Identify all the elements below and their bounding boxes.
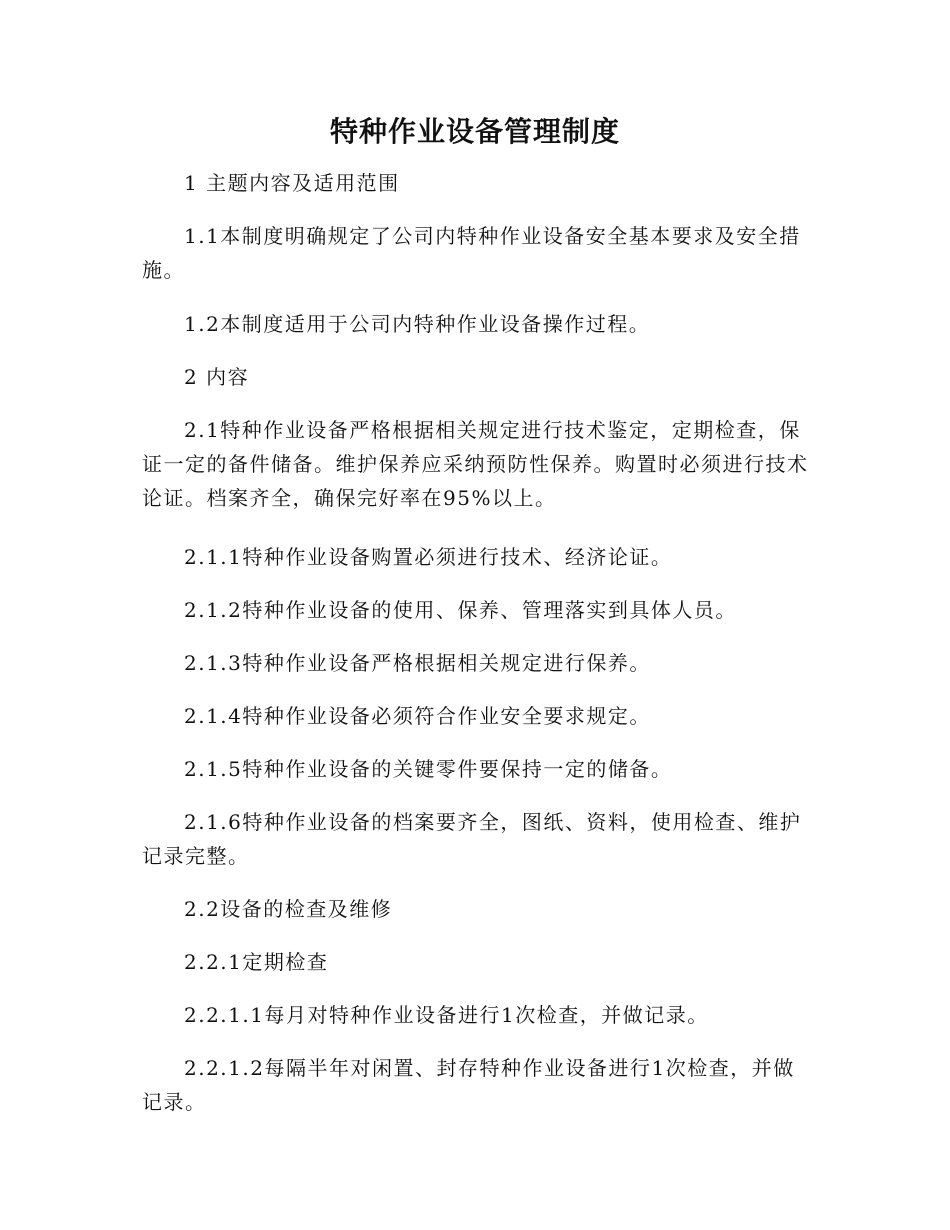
paragraph-2-1-2: 2.1.2特种作业设备的使用、保养、管理落实到具体人员。 (184, 598, 737, 622)
paragraph-2-1-4: 2.1.4特种作业设备必须符合作业安全要求规定。 (184, 704, 651, 728)
section-heading-2: 2 内容 (184, 365, 250, 389)
paragraph-2-2-1-2: 2.2.1.2每隔半年对闲置、封存特种作业设备进行1次检查，并做记录。 (142, 1056, 795, 1114)
subsection-heading-2-2: 2.2设备的检查及维修 (184, 897, 393, 921)
paragraph-2-1-1: 2.1.1特种作业设备购置必须进行技术、经济论证。 (184, 545, 673, 569)
document-title: 特种作业设备管理制度 (329, 115, 620, 148)
paragraph-2-1-3: 2.1.3特种作业设备严格根据相关规定进行保养。 (184, 651, 651, 675)
section-heading-1: 1 主题内容及适用范围 (184, 171, 400, 195)
paragraph-2-1-6: 2.1.6特种作业设备的档案要齐全，图纸、资料，使用检查、维护记录完整。 (142, 810, 802, 868)
paragraph-1-2: 1.2本制度适用于公司内特种作业设备操作过程。 (184, 312, 651, 336)
paragraph-2-1-5: 2.1.5特种作业设备的关键零件要保持一定的储备。 (184, 757, 673, 781)
paragraph-2-2-1-1: 2.2.1.1每月对特种作业设备进行1次检查，并做记录。 (184, 1003, 709, 1027)
paragraph-1-1: 1.1本制度明确规定了公司内特种作业设备安全基本要求及安全措施。 (142, 224, 801, 282)
paragraph-2-1: 2.1特种作业设备严格根据相关规定进行技术鉴定，定期检查，保证一定的备件储备。维护保养应采纳预防性保养。购置时必须进行技术论证。档案齐全，确保完好率在95%以上。 (142, 418, 809, 510)
subsection-heading-2-2-1: 2.2.1定期检查 (184, 950, 329, 974)
